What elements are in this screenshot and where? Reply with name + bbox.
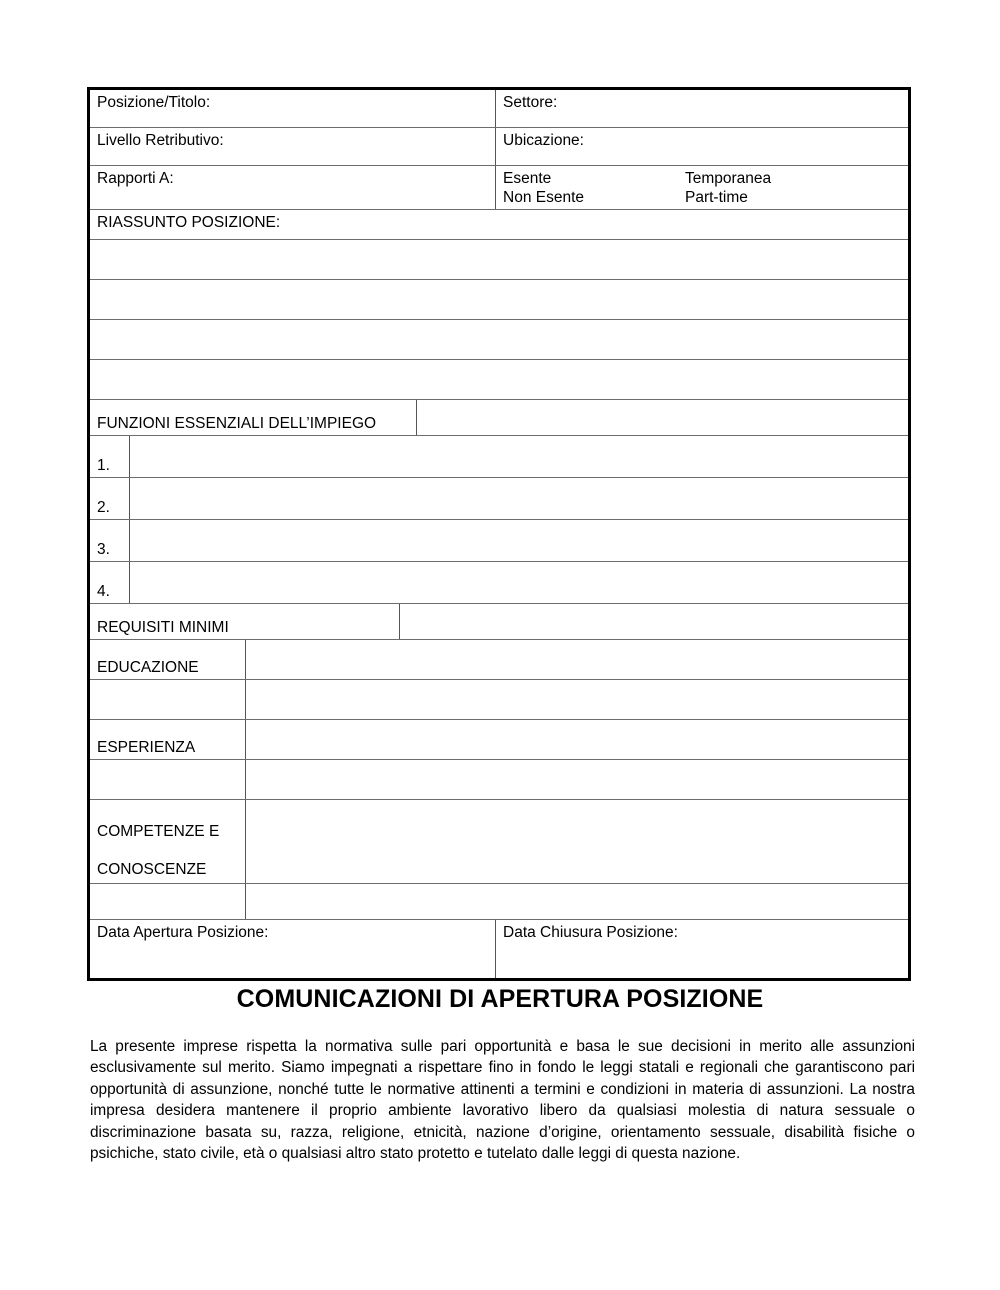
table-row-function-4 — [90, 562, 908, 604]
cell-open-date[interactable] — [90, 920, 496, 978]
cell-experience-input-2[interactable] — [246, 760, 908, 799]
cell-experience-label-blank — [90, 760, 246, 799]
summary-label: RIASSUNTO POSIZIONE: — [97, 214, 281, 231]
cell-skills-label — [90, 800, 246, 883]
table-row-dates — [90, 920, 908, 978]
reports-to-label: Rapporti A: — [97, 170, 174, 187]
table-row-minimum-requirements-header — [90, 604, 908, 640]
function-number-4-label: 4. — [97, 583, 110, 600]
table-row-essential-functions-header — [90, 400, 908, 436]
function-input-3[interactable] — [130, 520, 908, 561]
function-input-2[interactable] — [130, 478, 908, 519]
temporary-label: Temporanea — [685, 170, 772, 187]
employment-type-row-1 — [496, 169, 908, 188]
sector-label: Settore: — [503, 94, 558, 111]
table-row-position-sector — [90, 90, 908, 128]
equal-opportunity-notice-paragraph: La presente imprese rispetta la normativa sulle pari opportunità e basa le sue decisioni in merito alle assunzioni esclusivamente sul merito. Siamo impegnati a rispettare fino in fondo le leggi statali e regionali che garantiscono pari opportunità di assunzione, nonché tutte le normative attinenti a termini e condizioni in materia di assunzioni. La nostra impresa desidera mantenere il proprio ambiente lavorativo libero da qualsiasi molestia di natura sessuale o discriminazione basata su, razza, religione, etnicità, nazione d’origine, orientamento sessuale, disabilità fisiche o psichiche, stato civile, età o qualsiasi altro stato protetto e tutelato dalle leggi di questa nazione. — [90, 1038, 915, 1163]
open-date-label: Data Apertura Posizione: — [97, 924, 269, 941]
cell-summary-line-2[interactable] — [90, 280, 908, 319]
cell-minimum-requirements-blank[interactable] — [400, 604, 908, 639]
function-number-3-label: 3. — [97, 541, 110, 558]
non-exempt-option[interactable] — [496, 188, 685, 207]
close-date-label: Data Chiusura Posizione: — [503, 924, 678, 941]
cell-location[interactable] — [496, 128, 908, 165]
minimum-requirements-label: REQUISITI MINIMI — [97, 619, 229, 636]
cell-sector[interactable] — [496, 90, 908, 127]
table-row-experience — [90, 720, 908, 760]
essential-functions-label: FUNZIONI ESSENZIALI DELL’IMPIEGO — [97, 415, 377, 432]
function-number-2 — [90, 478, 130, 519]
position-title-label: Posizione/Titolo: — [97, 94, 211, 111]
table-row-function-3 — [90, 520, 908, 562]
cell-summary-line-4[interactable] — [90, 360, 908, 399]
skills-label-line-2: CONOSCENZE — [97, 861, 207, 878]
cell-education-input-2[interactable] — [246, 680, 908, 719]
exempt-option[interactable] — [496, 169, 685, 188]
cell-summary-line-1[interactable] — [90, 240, 908, 279]
employment-type-row-2 — [496, 188, 908, 207]
table-row-summary-header — [90, 210, 908, 240]
experience-label: ESPERIENZA — [97, 739, 196, 756]
cell-salary-level[interactable] — [90, 128, 496, 165]
job-posting-form-table — [87, 87, 911, 981]
cell-education-input-1[interactable] — [246, 640, 908, 679]
cell-minimum-requirements-label — [90, 604, 400, 639]
table-row-summary-blank-4 — [90, 360, 908, 400]
cell-experience-input-1[interactable] — [246, 720, 908, 759]
table-row-function-2 — [90, 478, 908, 520]
location-label: Ubicazione: — [503, 132, 584, 149]
table-row-skills — [90, 800, 908, 884]
cell-essential-functions-blank[interactable] — [417, 400, 908, 435]
cell-summary-line-3[interactable] — [90, 320, 908, 359]
cell-skills-input-1[interactable] — [246, 800, 908, 883]
table-row-salary-location — [90, 128, 908, 166]
temporary-option[interactable] — [685, 169, 885, 188]
cell-experience-label — [90, 720, 246, 759]
function-input-1[interactable] — [130, 436, 908, 477]
table-row-reports-employment-type — [90, 166, 908, 210]
salary-level-label: Livello Retributivo: — [97, 132, 224, 149]
non-exempt-label: Non Esente — [503, 189, 584, 206]
part-time-label: Part-time — [685, 189, 748, 206]
table-row-education-extra — [90, 680, 908, 720]
table-row-experience-extra — [90, 760, 908, 800]
education-label: EDUCAZIONE — [97, 659, 199, 676]
table-row-summary-blank-1 — [90, 240, 908, 280]
table-row-education — [90, 640, 908, 680]
table-row-skills-extra — [90, 884, 908, 920]
cell-reports-to[interactable] — [90, 166, 496, 209]
page-title: COMUNICAZIONI DI APERTURA POSIZIONE — [236, 985, 764, 1013]
cell-summary-label — [90, 210, 908, 239]
function-number-3 — [90, 520, 130, 561]
cell-employment-type — [496, 166, 908, 209]
skills-label-line-1: COMPETENZE E — [97, 823, 220, 840]
exempt-label: Esente — [503, 170, 552, 187]
cell-skills-input-2[interactable] — [246, 884, 908, 919]
function-input-4[interactable] — [130, 562, 908, 603]
table-row-summary-blank-3 — [90, 320, 908, 360]
cell-skills-label-blank — [90, 884, 246, 919]
cell-education-label — [90, 640, 246, 679]
cell-close-date[interactable] — [496, 920, 908, 978]
cell-essential-functions-label — [90, 400, 417, 435]
cell-position-title[interactable] — [90, 90, 496, 127]
table-row-function-1 — [90, 436, 908, 478]
function-number-4 — [90, 562, 130, 603]
function-number-2-label: 2. — [97, 499, 110, 516]
cell-education-label-blank — [90, 680, 246, 719]
function-number-1 — [90, 436, 130, 477]
function-number-1-label: 1. — [97, 457, 110, 474]
part-time-option[interactable] — [685, 188, 885, 207]
table-row-summary-blank-2 — [90, 280, 908, 320]
